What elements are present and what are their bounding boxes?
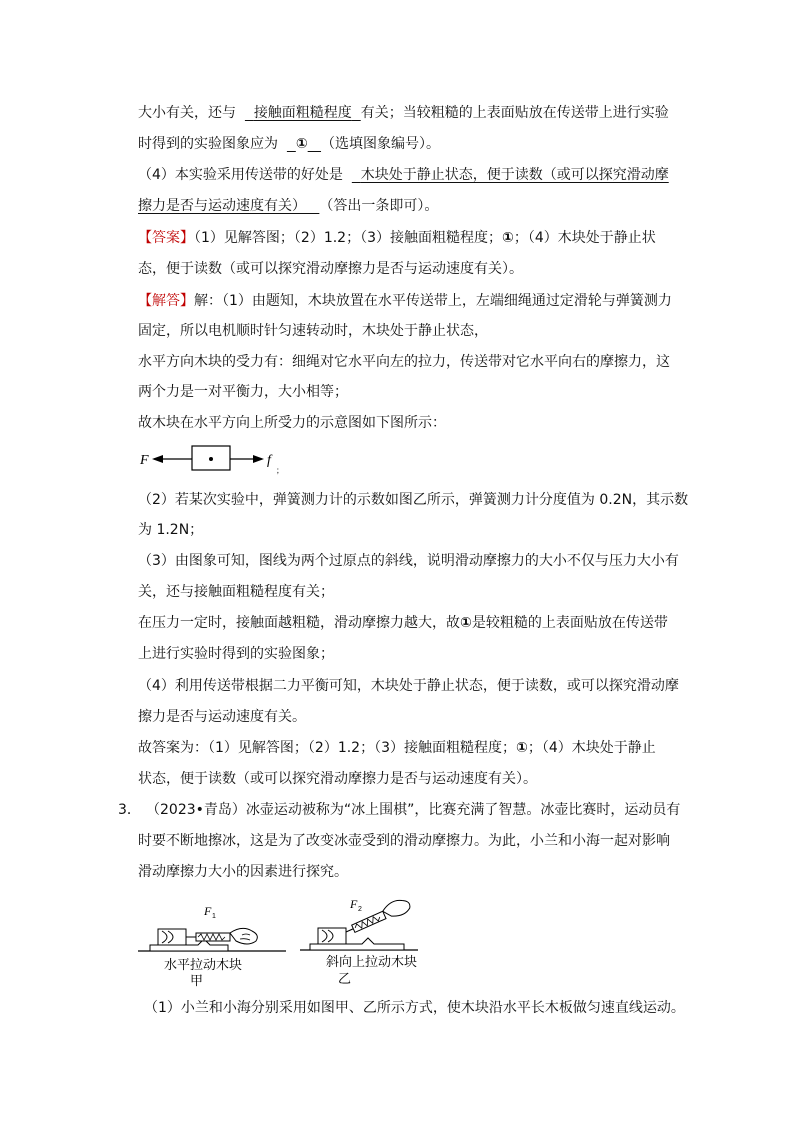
q3-number: 3． xyxy=(118,802,141,818)
fig-jia-caption: 水平拉动木块 xyxy=(164,957,243,972)
analysis-line2: 固定，所以电机顺时针匀速转动时，木块处于静止状态， xyxy=(138,323,488,339)
answer-label: 【答案】 xyxy=(138,230,194,246)
q2-part3-line1: 大小有关，还与 接触面粗糙程度 有关；当较粗糙的上表面贴放在传送带上进行实验 xyxy=(138,105,669,121)
analysis-line5: 故木块在水平方向上所受力的示意图如下图所示： xyxy=(138,415,446,431)
analysis-line12: （4）利用传送带根据二力平衡可知，木块处于静止状态，便于读数，或可以探究滑动摩 xyxy=(138,678,679,694)
friction-arrowhead xyxy=(253,455,264,463)
fill-blank-roughness: 接触面粗糙程度 xyxy=(253,105,352,121)
fig-yi-force-label: F xyxy=(350,897,358,911)
fig-jia-force-label: F xyxy=(204,904,212,918)
answer-line2: 态，便于读数（或可以探究滑动摩擦力是否与运动速度有关）。 xyxy=(138,261,523,277)
answer-line1: 【答案】（1）见解答图；（2）1.2；（3）接触面粗糙程度；①；（4）木块处于静止状 xyxy=(138,230,656,246)
analysis-line9: 关，还与接触面粗糙程度有关； xyxy=(138,584,334,600)
final-answer-line1: 故答案为：（1）见解答图；（2）1.2；（3）接触面粗糙程度；①；（4）木块处于静止 xyxy=(138,740,656,756)
final-answer-line2: 状态，便于读数（或可以探究滑动摩擦力是否与运动速度有关）。 xyxy=(138,771,537,787)
analysis-line4: 两个力是一对平衡力，大小相等； xyxy=(138,384,348,400)
force-semicolon: ； xyxy=(276,466,284,475)
fill-blank-graph: ① xyxy=(295,136,308,152)
fig-yi-force-sub: 2 xyxy=(358,906,362,913)
fig-jia-label: 甲 xyxy=(190,973,204,987)
fig-yi-caption: 斜向上拉动木块 xyxy=(326,954,418,969)
analysis-line13: 擦力是否与运动速度有关。 xyxy=(138,709,306,725)
figure-jia xyxy=(138,895,288,987)
fill-blank-advantage-2: 擦力是否与运动速度有关） xyxy=(138,198,306,214)
q2-part4-line1: （4）本实验采用传送带的好处是 木块处于静止状态，便于读数（或可以探究滑动摩 xyxy=(138,167,669,183)
q2-part3-line2: 时得到的实验图象应为 ① （选填图象编号）。 xyxy=(138,136,441,152)
analysis-line11: 上进行实验时得到的实验图象； xyxy=(138,646,334,662)
fig-jia-force-sub: 1 xyxy=(212,913,216,920)
analysis-label: 【解答】 xyxy=(138,293,194,309)
fig-yi-label: 乙 xyxy=(338,971,352,986)
analysis-line8: （3）由图象可知，图线为两个过原点的斜线，说明滑动摩擦力的大小不仅与压力大小有 xyxy=(138,553,679,569)
q3-line3: 滑动摩擦力大小的因素进行探究。 xyxy=(138,864,348,880)
force-label-F: F xyxy=(140,453,149,468)
q3-sub1: （1）小兰和小海分别采用如图甲、乙所示方式，使木块沿水平长木板做匀速直线运动。 xyxy=(144,1000,685,1016)
q3-line2: 时要不断地擦冰，这是为了改变冰壶受到的滑动摩擦力。为此，小兰和小海一起对影响 xyxy=(138,833,670,849)
q2-part4-line2: 擦力是否与运动速度有关） （答出一条即可）。 xyxy=(138,198,439,214)
q3-line1: （2023•青岛）冰壶运动被称为“冰上围棋”，比赛充满了智慧。冰壶比赛时，运动员有 xyxy=(146,802,681,818)
analysis-line1: 【解答】解：（1）由题知，木块放置在水平传送带上，左端细绳通过定滑轮与弹簧测力 xyxy=(138,293,672,309)
fig-jia-hand xyxy=(230,928,257,944)
analysis-line10: 在压力一定时，接触面越粗糙，滑动摩擦力越大，故①是较粗糙的上表面贴放在传送带 xyxy=(138,615,668,631)
tension-arrowhead xyxy=(152,455,163,463)
force-label-f: f xyxy=(267,453,271,468)
figure-yi xyxy=(300,890,460,987)
force-diagram xyxy=(136,440,296,476)
center-dot xyxy=(209,457,213,461)
fig-yi-spring-scale xyxy=(352,911,386,932)
analysis-line6: （2）若某次实验中，弹簧测力计的示数如图乙所示，弹簧测力计分度值为 0.2N，其示数 xyxy=(138,492,689,508)
analysis-line7: 为 1.2N； xyxy=(138,522,204,538)
fill-blank-advantage-1: 木块处于静止状态，便于读数（或可以探究滑动摩 xyxy=(360,167,669,183)
analysis-line3: 水平方向木块的受力有：细绳对它水平向左的拉力，传送带对它水平向右的摩擦力，这 xyxy=(138,354,670,370)
